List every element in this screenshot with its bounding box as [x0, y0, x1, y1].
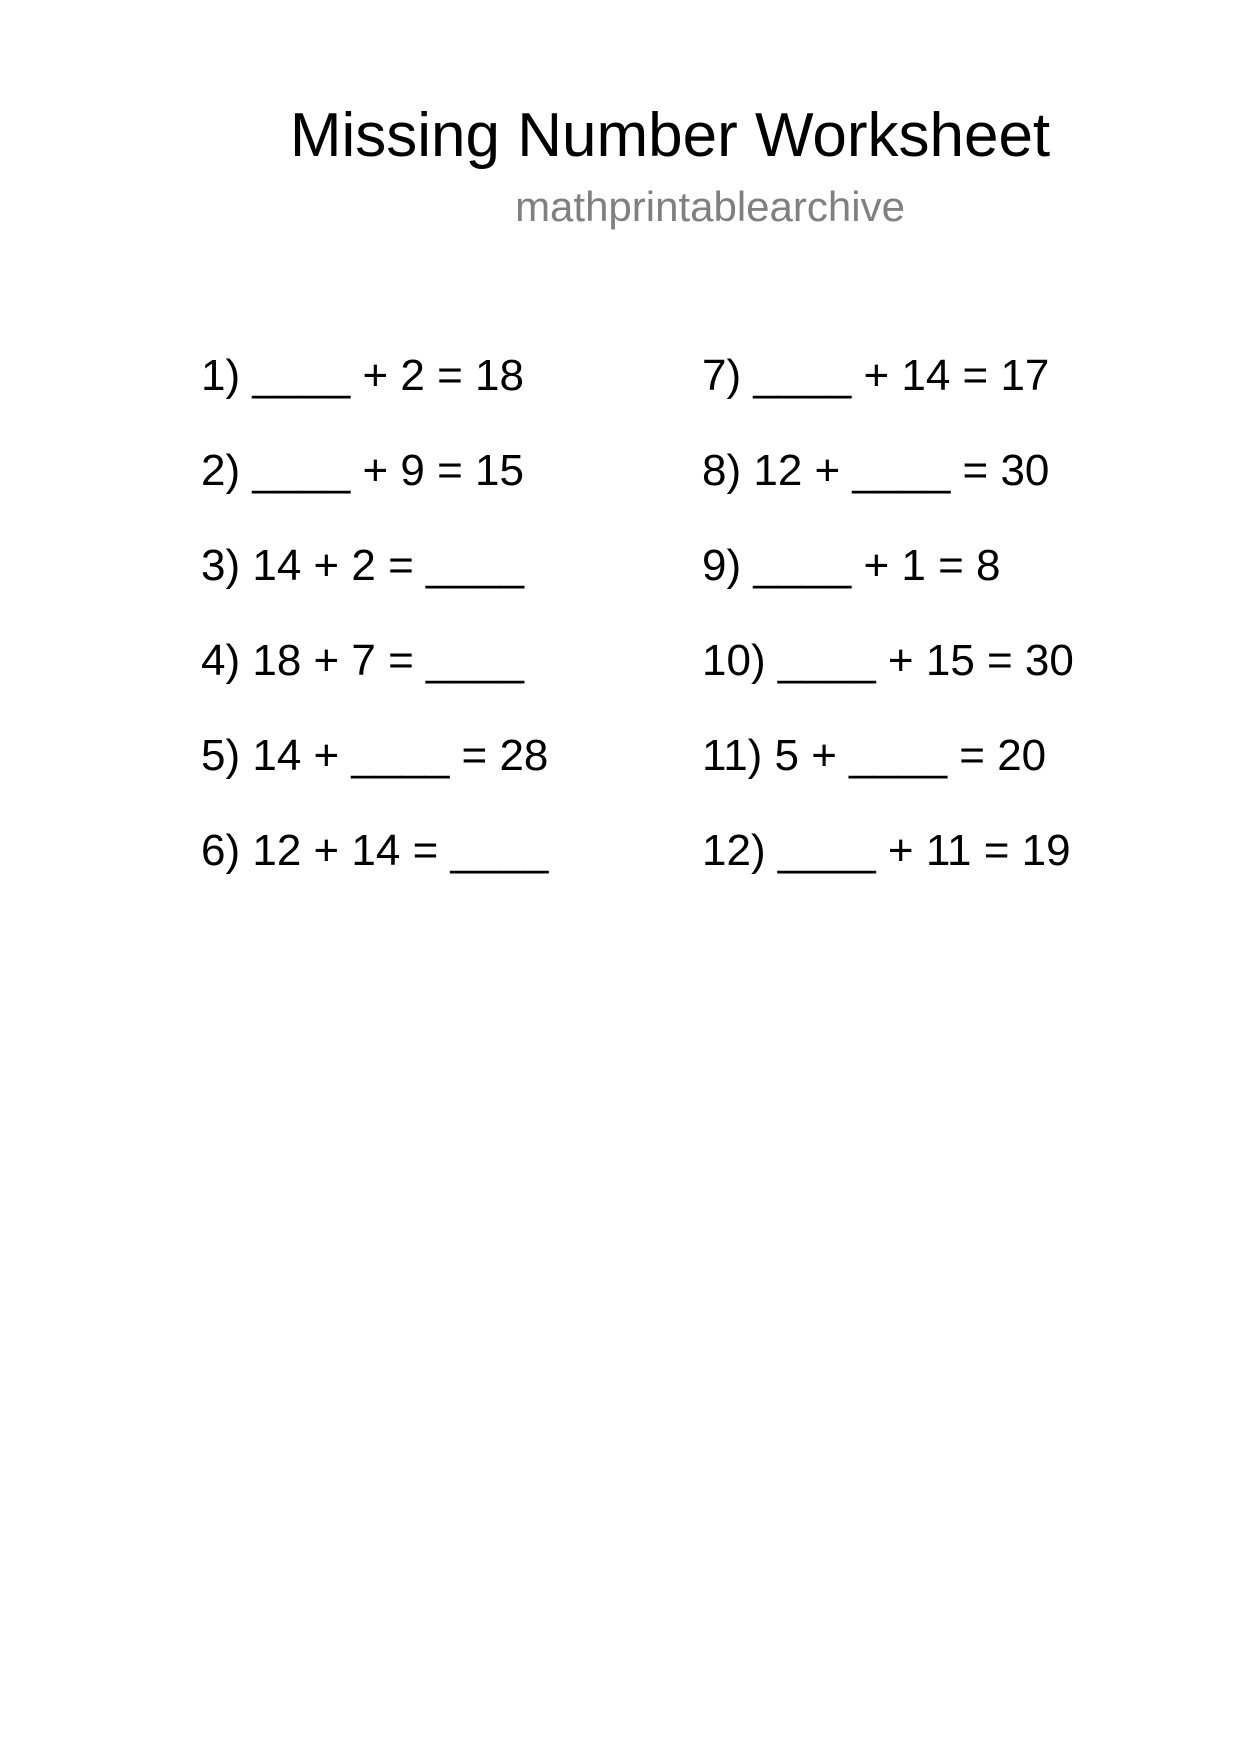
problem-8: 8) 12 + ____ = 30 [702, 446, 1050, 495]
problem-3: 3) 14 + 2 = ____ [201, 541, 524, 590]
problems-column-right [702, 348, 1074, 918]
problem-1: 1) ____ + 2 = 18 [201, 351, 524, 400]
problem-11: 11) 5 + ____ = 20 [702, 731, 1047, 780]
problem-2: 2) ____ + 9 = 15 [201, 446, 524, 495]
worksheet-title: Missing Number Worksheet [289, 101, 1051, 170]
worksheet-source: mathprintablearchive [515, 183, 905, 230]
problem-4: 4) 18 + 7 = ____ [201, 636, 524, 685]
problem-5: 5) 14 + ____ = 28 [201, 731, 549, 780]
problem-9: 9) ____ + 1 = 8 [702, 541, 1001, 590]
problem-7: 7) ____ + 14 = 17 [702, 351, 1050, 400]
problem-6: 6) 12 + 14 = ____ [201, 826, 549, 875]
problems-column-left [201, 348, 548, 918]
problem-10: 10) ____ + 15 = 30 [702, 636, 1074, 685]
problem-12: 12) ____ + 11 = 19 [702, 826, 1071, 875]
